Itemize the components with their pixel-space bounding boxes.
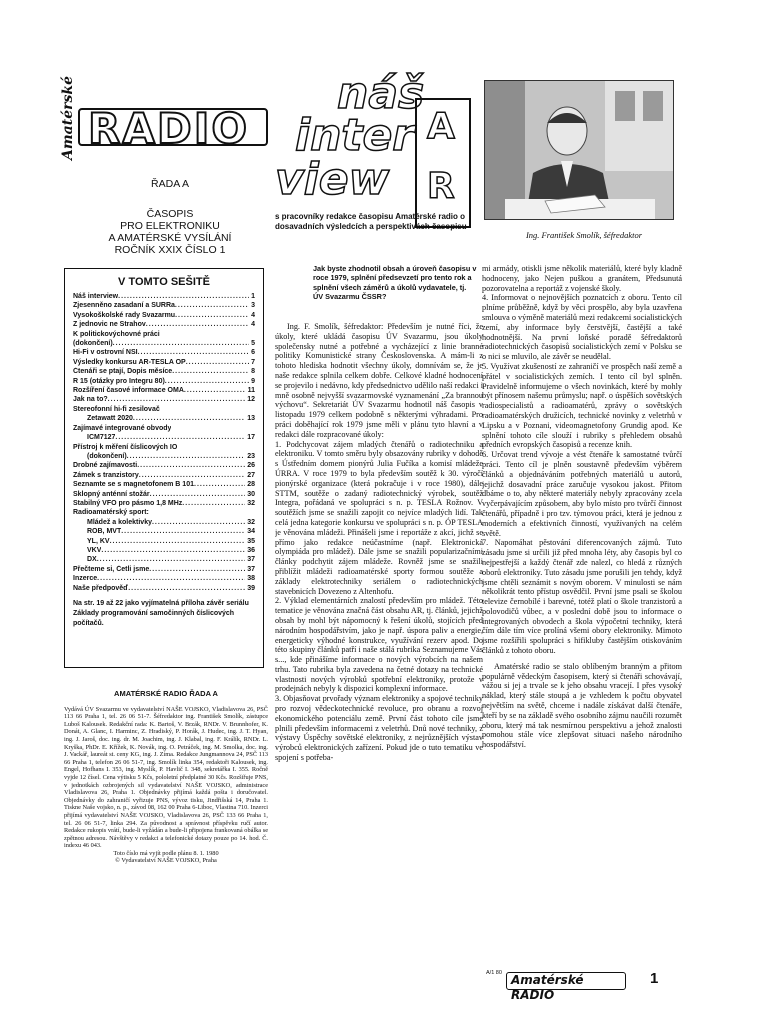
toc-item <box>73 527 255 536</box>
toc-item <box>73 377 255 386</box>
toc-leader-dots <box>175 311 249 320</box>
interview-heading <box>275 70 475 210</box>
toc-leader-dots <box>172 367 249 376</box>
table-of-contents <box>64 268 264 668</box>
toc-item <box>73 584 255 593</box>
toc-leader-dots <box>139 471 245 480</box>
toc-leader-dots <box>115 433 245 442</box>
toc-item-page: 35 <box>247 537 255 545</box>
toc-item <box>73 461 255 470</box>
toc-leader-dots <box>97 555 245 564</box>
toc-item-title: (dokončení) <box>73 340 113 348</box>
article-paragraph: 5. Využívat zkušeností ze zahraničí ve prospěch naší země a přátel v socialistických zemích. I tento cíl byl splněn. Pravidelně informujeme o všech novinkách, které by mohly být přínosem našemu průmyslu; např. o úspěších sovětských radiospecialistů a radioamatérů, zprávy o sovětských radioamatérských družicích, technické novinky z veletrhů v Lipsku a v Poznani, videomagnetofony Grundig apod. Ke splnění tohoto cíle slouží i rubriky s přehledem obsahů předních evropských časopisů a recenze knih. <box>482 361 682 450</box>
toc-item <box>73 490 255 499</box>
interview-question: Jak byste zhodnotil obsah a úroveň časopisu v roce 1979, splnění předsevzetí pro tento rok a splnění všech záměrů a úkolů vydavatele, tj. ÚV Svazarmu ČSSR? <box>313 264 477 302</box>
toc-leader-dots <box>133 414 245 423</box>
box-letter: A <box>427 106 455 147</box>
toc-item-title: Zetawatt 2020 <box>87 415 133 423</box>
toc-item <box>73 367 255 376</box>
toc-item <box>73 499 255 508</box>
page-footer <box>480 970 690 1002</box>
toc-item-title: Přečteme si, Četli jsme <box>73 565 150 573</box>
toc-item <box>73 565 255 574</box>
toc-item-page: 4 <box>251 311 255 319</box>
toc-item <box>73 555 255 564</box>
toc-item-page: 7 <box>251 358 255 366</box>
article-paragraph: 7. Napomáhat pěstování diferencovaných zájmů. Tuto zásadu jsme si určili již před mnoha léty, aby časopis byl co nejpestřejší a každý čtenář zde nalezl, co hledá z různých oborů elektroniky. Tuto zásadu jsme porušili jen tehdy, když jsme chtěli seznámit s novým oborem. V minulosti se nám několikrát tento přístup osvědčil. První jsme psali se školou televize černobílé i barevné, totéž platí o škole tranzistorů a polovodičů vůbec, a v poslední době jsou to informace o integrovaných obvodech a škola výpočetní techniky, která čím dále tím více prolíná všemi obory elektroniky. Mimoto jsme rozšířili spolupráci s hifikluby častějším otiskováním článků z tohoto oboru. <box>482 538 682 656</box>
interview-letter-box <box>415 98 471 228</box>
toc-note-series: Základy programování samočinných číslicových počítačů. <box>73 610 235 627</box>
imprint-body: Vydává ÚV Svazarmu ve vydavatelství NAŠE VOJSKO, Vladislavova 26, PSČ 113 66 Praha 1, tel. 26 06 51-7. Šéfredaktor ing. František Smolík, zástupce Luboš Kalousek. Redakční rada: K. Bartoš, V. Brzák, RNDr. V. Brunnhofer, K. Donát, A. Glanc, I. Harminc, Z. Hradiský, P. Horák, J. Hudec, ing. J. T. Hyan, ing. J. Jaroš, doc. ing. dr. M. Joachim, ing. J. Klabal, ing. F. Králík, RNDr. L. Kryška, PhDr. E. Křížek, K. Novák, ing. O. Petráček, ing. M. Smolka, doc. ing. J. Vackář, laureát st. ceny KG, ing. J. Zíma. Redakce Jungmannova 24, PSČ 113 66 Praha 1, telefon 26 06 51-7, ing. Smolík linka 354, redaktoři Kalousek, ing. Engel, Hofhans I. 353, ing. Myslík, P. Havlič I. 348, sekretářka I. 355. Ročně vyjde 12 čísel. Cena výtisku 5 Kčs, pololetní předplatné 30 Kčs. Rozšiřuje PNS, v jednotkách ozbrojených sil vydavatelství NAŠE VOJSKO, administrace Vladislavova 26, Praha 1. Objednávky přijímá každá pošta i doručovatel. Objednávky do zahraničí vyřizuje PNS, vývoz tisku, Jindřišská 14, Praha 1. Tiskne Naše vojsko, n. p., závod 08, 162 00 Praha 6-Liboc, Vlastina 710. Inzerci přijímá vydavatelství NAŠE VOJSKO, Vladislavova 26, PSČ 133 66 Praha 1, tel. 26 06 51-7, linka 294. Za původnost a správnost příspěvku ručí autor. Redakce rukopis vrátí, bude-li vyžádán a bude-li připojena frankovaná obálka se zpětnou adresou. Návštěvy v redakci a telefonické dotazy pouze po 14. hod. Č. indexu 46 043. <box>64 705 268 850</box>
toc-leader-dots <box>101 546 245 555</box>
toc-item <box>73 414 255 423</box>
toc-leader-dots <box>137 461 245 470</box>
toc-item-page: 5 <box>251 340 255 348</box>
toc-item-title: Náš interview <box>73 293 119 300</box>
toc-item <box>73 339 255 348</box>
toc-item-title: DX <box>87 556 97 564</box>
toc-item-title: Čtenáři se ptají, Dopis měsíce <box>73 368 173 376</box>
toc-note <box>73 599 255 628</box>
page-number: 1 <box>650 970 659 987</box>
series-label: ŘADA A <box>151 178 189 190</box>
toc-item-title: YL, KV <box>87 537 110 545</box>
toc-item-page: 32 <box>247 499 255 507</box>
toc-item-title: Stereofonní hi-fi zesilovač <box>73 405 160 413</box>
article-paragraph: 6. Určovat trend vývoje a vést čtenáře k samostatné tvůrčí práci. Tento cíl je plněn soustavně především výběrem článků a objednáváním potřebných materiálů u autorů, jejichž dosavadní práce zaručuje vysokou jakost. Přitom dbáme o to, aby některé materiály nebyly zpracovány zcela vyčerpávajícím způsobem, aby bylo místo pro tvůrčí činnost čtenářů, případně i pro tzv. týmovou práci, která je jednou z moderních a efektivních činností, využívaných na celém světě. <box>482 450 682 538</box>
toc-item-title: Rozšíření časové informace OMA <box>73 387 184 395</box>
toc-item <box>73 480 255 489</box>
article-paragraph: Amatérské radio se stalo oblíbeným branným a přitom populárně vědeckým časopisem, který si čtenáři schovávají, vážou si jej a trvale se k jeho obsahu vracejí. I přes vysoký náklad, který stále stoupá a je vzhledem k počtu obyvatel největším na světě, chceme i nadále získávat další čtenáře, kteří by se na základě svého osobního zájmu naučili rozumět oboru, který má tak nesmírnou perspektivu a jehož znalosti pomohou stále více zlepšovat situaci našeho národního hospodářství. <box>482 661 682 750</box>
editor-photo <box>484 80 674 220</box>
toc-item-page: 6 <box>251 349 255 357</box>
magazine-logo <box>60 76 270 160</box>
toc-leader-dots <box>146 320 249 329</box>
toc-item-title: Jak na to? <box>73 396 108 404</box>
imprint-title: AMATÉRSKÉ RADIO ŘADA A <box>114 689 218 698</box>
masthead-line: PRO ELEKTRONIKU <box>120 220 220 232</box>
toc-item <box>73 537 255 546</box>
toc-item-page: 36 <box>247 546 255 554</box>
toc-leader-dots <box>121 527 245 536</box>
toc-title: V TOMTO SEŠITĚ <box>118 276 210 288</box>
toc-item-page: 23 <box>247 452 255 460</box>
toc-leader-dots <box>108 395 246 404</box>
toc-item-title: Drobné zajímavosti <box>73 462 138 470</box>
interview-lead: s pracovníky redakce časopisu Amatérské radio o dosavadních výsledcích a perspektivách časopisu <box>275 212 467 231</box>
toc-item-title: Hi-Fi v ostrovní NSI <box>73 349 138 357</box>
imprint-copyright: © Vydavatelství NAŠE VOJSKO, Praha <box>115 857 217 865</box>
toc-item-title: R 15 (otázky pro Integru 80) <box>73 377 165 385</box>
toc-item-page: 34 <box>247 528 255 536</box>
toc-item-title: Stabilný VFO pro pásmo 1,8 MHz <box>73 499 183 507</box>
toc-item <box>73 546 255 555</box>
toc-item <box>73 311 255 320</box>
toc-leader-dots <box>97 574 245 583</box>
toc-item-page: 1 <box>251 293 255 300</box>
toc-leader-dots <box>150 490 246 499</box>
article-paragraph: 2. Výklad elementárních znalostí především pro mládež. Této tematice je věnována značná část obsahu AR, tj. článků, jejichž obsah by mohl být nápomocný k řešení úkolů, stojících před národním hospodářstvím, jako je např. úspora paliv a energie, energeticky výhodné konstrukce, využívání rezerv apod. Do této skupiny článků patří i naše stálá rubrika Seznamujeme Vás s..., kde přinášíme informace o nových výrobcích na našem trhu. Tato rubrika byla zavedena na četné dotazy na technické vlastnosti nových výrobků spotřební elektroniky, protože v prodejnách nebyly k dispozici komplexní informace. <box>275 596 483 694</box>
toc-leader-dots <box>165 377 249 386</box>
toc-item-title: VKV <box>87 546 102 554</box>
masthead-line: A AMATÉRSKÉ VYSÍLÁNÍ <box>108 232 232 244</box>
toc-item <box>73 320 255 329</box>
toc-leader-dots <box>118 292 249 301</box>
toc-item <box>73 395 255 404</box>
toc-leader-dots <box>113 339 249 348</box>
article-paragraph: 4. Informovat o nejnovějších poznatcích z oboru. Tento cíl plníme průběžně, když by věci prospělo, aby byla uzavřena smlouva o výměně materiálů mezi redakcemi socialistických zemí, aby informace byly čerstvější, častější a také hodnotnější. Na první loňské poradě šéfredaktorů radiotechnických časopisů socialistických zemí v Polsku se o nici se mluvilo, ale závěr se neudělal. <box>482 293 682 362</box>
masthead <box>60 178 280 256</box>
article-paragraph: 1. Podchycovat zájem mladých čtenářů o radiotechniku a elektroniku. V tomto směru byly obsazovány rubriky v dohodě s Ústředním domem pionýrů Julia Fučíka a komisí mládeže ÚRRA. V roce 1979 to byla především soutěž k 30. výročí pionýrské organizace (která pokračuje i v roce 1980), dále STTM, soutěže o zadaný radiotechnický výrobek, soutěž Integra, pořádaná ve spolupráci s n. p. TESLA Rožnov. V soutěžích jsme se snažili zapojit co nejvíce mladých lidí. Tak celá jedna kategorie konkursu ve spolupráci s n. p. ÓP TESLA je věnována mládeži. Přinášeli jsme i reportáže z akcí, jichž se přímo jako redakce neúčastníme (např. Elektronická olympiáda pro mládež). Dále jsme se snažili popularizačními články podchytit zájem mládeže. Rovněž jsme se snažili přiblížit mládeži radioamatérské sporty formou soutěže a základy elektrotechniky seriálem o radiotechnických stavebnicích Dovezeno z Altenhofu. <box>275 439 483 596</box>
article-column-1 <box>275 322 483 1008</box>
editor-photo-illustration <box>485 81 674 220</box>
toc-item-title: Seznamte se s magnetofonem B 101 <box>73 481 194 489</box>
toc-item-title: Inzerce <box>73 575 98 583</box>
article-column-2 <box>482 264 682 864</box>
toc-item <box>73 348 255 357</box>
toc-item-page: 32 <box>247 518 255 526</box>
toc-item <box>73 405 255 414</box>
toc-item-page: 27 <box>247 471 255 479</box>
toc-item <box>73 452 255 461</box>
toc-item-title: Zajímavé integrované obvody <box>73 424 172 432</box>
logo-word: RADIO <box>88 104 250 153</box>
toc-item <box>73 358 255 367</box>
toc-item-title: Sklopný anténní stožár <box>73 490 150 498</box>
toc-item-page: 12 <box>247 396 255 404</box>
toc-item-page: 37 <box>247 565 255 573</box>
toc-item-title: Zjesenněno zasadaní a SURRa <box>73 302 175 310</box>
article-paragraph: Ing. F. Smolík, šéfredaktor: Především je nutné říci, že úkoly, které ukládá časopisu ÚV Svazarmu, jsou úkoly společensky nutné a potřebné a vycházející z linie branné politiky Komunistické strany Československa. A mám-li z tohoto hlediska hodnotit všechny úkoly, domnívám se, že je naše redakce splnila celkem dobře. Celkové kladné hodnocení se projevilo i nedávno, kdy předsednictvo udělilo naší redakci i mně osobně nejvyšší svazarmovské vyznamenání „Za brannou výchovu“. Sekretariát ÚV Svazarmu hodnotil náš časopis v listopadu 1979 celkem podobně s některými výhradami. Pro práci doběhající rok 1979 jsme měli v plánu tyto hlavní a v redakci dále rozpracované úkoly: <box>275 322 483 439</box>
toc-leader-dots <box>152 518 245 527</box>
logo-script-text: Amatérské <box>60 76 76 160</box>
toc-item-page: 38 <box>247 575 255 583</box>
issue-number: A/1 80 <box>486 970 502 976</box>
toc-item <box>73 292 255 301</box>
toc-item-page: 4 <box>251 321 255 329</box>
article-paragraph: 3. Objasňovat prvořady význam elektroniky a spojové techniky pro rozvoj vědeckotechnické revoluce, pro obranu a rozvoj ekonomického potenciálu země. První část tohoto cíle jsme plnili především informacemi z veletrhů. Dnů nové techniky, z výstavy Úspěchy sovětské elektroniky, z nejrůznějších výstav výrobců elektronických zařízení. Pokud jde o tuto tematiku ve spojení s potřeba- <box>275 694 483 763</box>
toc-item <box>73 330 255 339</box>
toc-leader-dots <box>138 348 250 357</box>
toc-list <box>73 292 255 593</box>
toc-item-page: 9 <box>251 377 255 385</box>
toc-item-title: Radioamatérský sport: <box>73 509 149 517</box>
imprint <box>64 690 268 865</box>
toc-item <box>73 508 255 517</box>
toc-item-title: K politickovýchovné práci <box>73 330 160 338</box>
toc-item-page: 8 <box>251 368 255 376</box>
toc-leader-dots <box>110 537 246 546</box>
toc-item-title: ICM7127 <box>87 434 116 442</box>
masthead-line: ČASOPIS <box>146 208 194 220</box>
toc-item-page: 37 <box>247 556 255 564</box>
toc-item-page: 17 <box>247 434 255 442</box>
imprint-publish-date: Toto číslo má vyjít podle plánu 8. 1. 1980 <box>113 849 219 857</box>
toc-item-title: Výsledky konkursu AR-TESLA OP <box>73 358 186 366</box>
toc-item-page: 3 <box>251 302 255 310</box>
toc-item-title: Z jednovic ne Strahov <box>73 321 146 329</box>
toc-item-title: Vysokoškolské rady Svazarmu <box>73 311 176 319</box>
photo-caption: Ing. František Smolík, šéfredaktor <box>525 230 643 240</box>
toc-item <box>73 518 255 527</box>
toc-leader-dots <box>184 386 246 395</box>
toc-leader-dots <box>175 301 249 310</box>
toc-item-title: (dokončení) <box>87 452 127 460</box>
toc-item-title: Přístroj k měření číslicových IO <box>73 443 178 451</box>
toc-note-supplement: Na str. 19 až 22 jako vyjímatelná příloha závěr seriálu <box>73 600 249 607</box>
toc-item-page: 28 <box>247 481 255 489</box>
footer-logo: Amatérské RADIO <box>506 972 626 990</box>
toc-item-title: ROB, MVT <box>87 528 122 536</box>
toc-item-page: 30 <box>247 490 255 498</box>
toc-leader-dots <box>194 480 245 489</box>
toc-leader-dots <box>127 452 246 461</box>
toc-leader-dots <box>186 358 249 367</box>
toc-item <box>73 386 255 395</box>
toc-item <box>73 574 255 583</box>
toc-item <box>73 424 255 433</box>
toc-leader-dots <box>182 499 245 508</box>
toc-item-page: 13 <box>247 415 255 423</box>
interview-word: náš <box>337 68 425 119</box>
toc-item-title: Naše předpověď <box>73 584 129 592</box>
toc-item-title: Mládež a kolektivky <box>87 518 152 526</box>
masthead-line: ROČNÍK XXIX ČÍSLO 1 <box>114 244 226 256</box>
toc-leader-dots <box>128 584 245 593</box>
toc-item-page: 26 <box>247 462 255 470</box>
toc-item <box>73 301 255 310</box>
interview-word: view <box>275 154 390 205</box>
box-letter: R <box>427 166 455 207</box>
toc-item <box>73 443 255 452</box>
article-paragraph: mi armády, otiskli jsme několik materiálů, které byly kladně hodnoceny, jako Nejen puškou a granátem, Předsunutá pozorovatelna a reportáž z vojenské školy. <box>482 264 682 293</box>
toc-leader-dots <box>149 565 245 574</box>
toc-item <box>73 471 255 480</box>
interview-word: inter <box>295 110 414 161</box>
toc-item-page: 11 <box>247 387 255 395</box>
toc-item-title: Zámek s tranzistory <box>73 471 139 479</box>
toc-item-page: 39 <box>247 584 255 592</box>
toc-item <box>73 433 255 442</box>
